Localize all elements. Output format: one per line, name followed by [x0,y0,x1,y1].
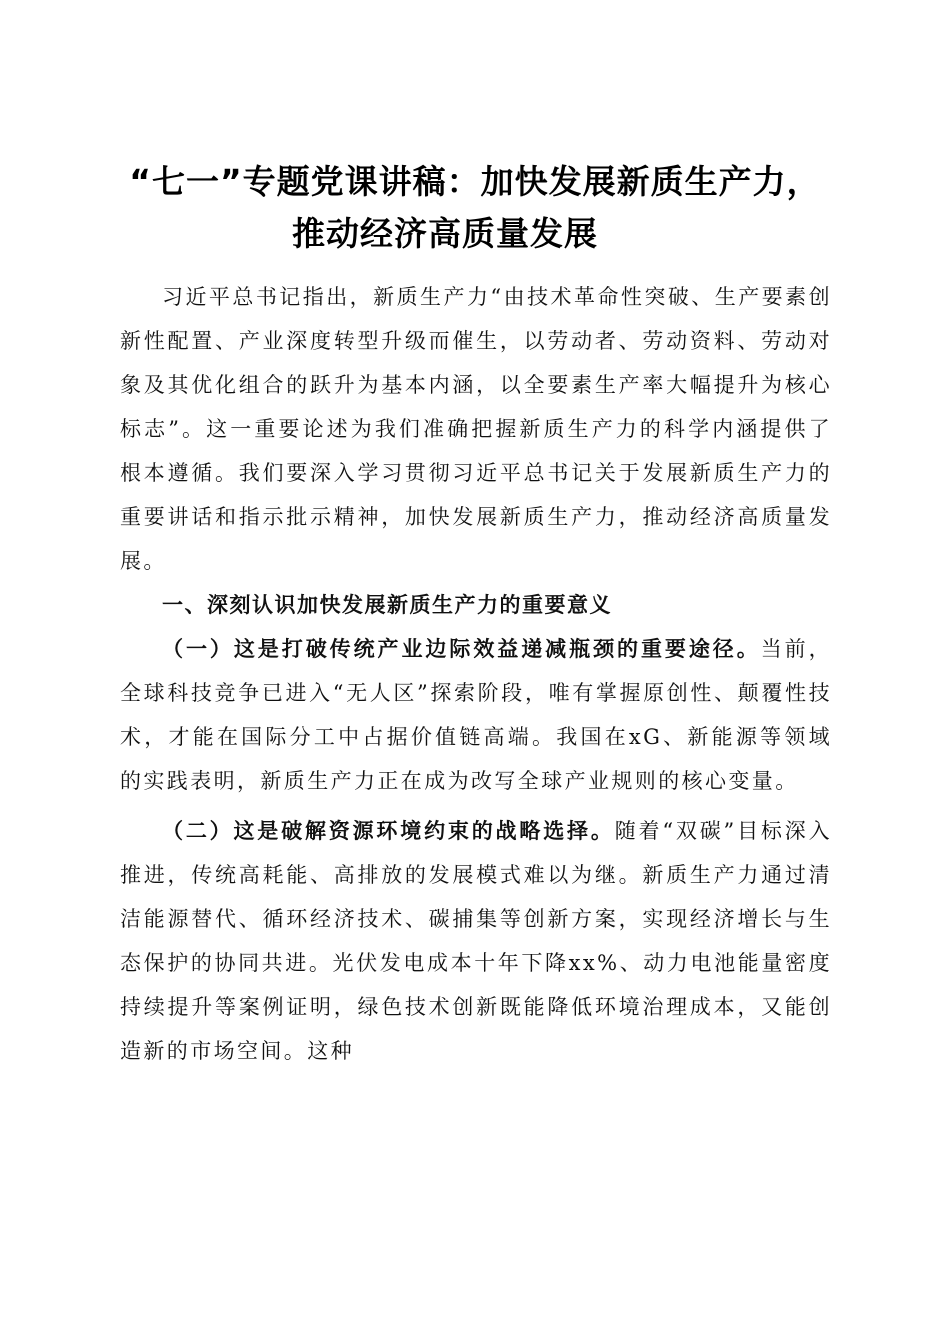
document-title [0,156,950,260]
paragraph-2 [120,809,832,1073]
paragraph-2-body: 随着“双碳”目标深入推进，传统高耗能、高排放的发展模式难以为继。新质生产力通过清洁能源替代、循环经济技术、碳捕集等创新方案，实现经济增长与生态保护的协同共进。光伏发电成本十年下降xx%、动力电池能量密度持续提升等案例证明，绿色技术创新既能降低环境治理成本，又能创造新的市场空间。这种 [120,819,832,1063]
intro-paragraph: 习近平总书记指出，新质生产力“由技术革命性突破、生产要素创新性配置、产业深度转型升级而催生，以劳动者、劳动资料、劳动对象及其优化组合的跃升为基本内涵，以全要素生产率大幅提升为核心标志”。这一重要论述为我们准确把握新质生产力的科学内涵提供了根本遵循。我们要深入学习贯彻习近平总书记关于发展新质生产力的重要讲话和指示批示精神，加快发展新质生产力，推动经济高质量发展。 [120,285,832,573]
title-line-2: 推动经济高质量发展 [292,214,598,254]
paragraph-1 [120,627,832,803]
paragraph-1-body: 当前，全球科技竞争已进入“无人区”探索阶段，唯有掌握原创性、颠覆性技术，才能在国际分工中占据价值链高端。我国在xG、新能源等领域的实践表明，新质生产力正在成为改写全球产业规则的核心变量。 [120,637,832,793]
paragraph-1-lead: （一）这是打破传统产业边际效益递减瓶颈的重要途径。 [162,636,761,661]
title-line-1: “七一”专题党课讲稿：加快发展新质生产力， [129,162,821,202]
section-heading-1: 一、深刻认识加快发展新质生产力的重要意义 [162,593,612,617]
document-body [120,275,832,1073]
paragraph-2-lead: （二）这是破解资源环境约束的战略选择。 [162,818,615,843]
